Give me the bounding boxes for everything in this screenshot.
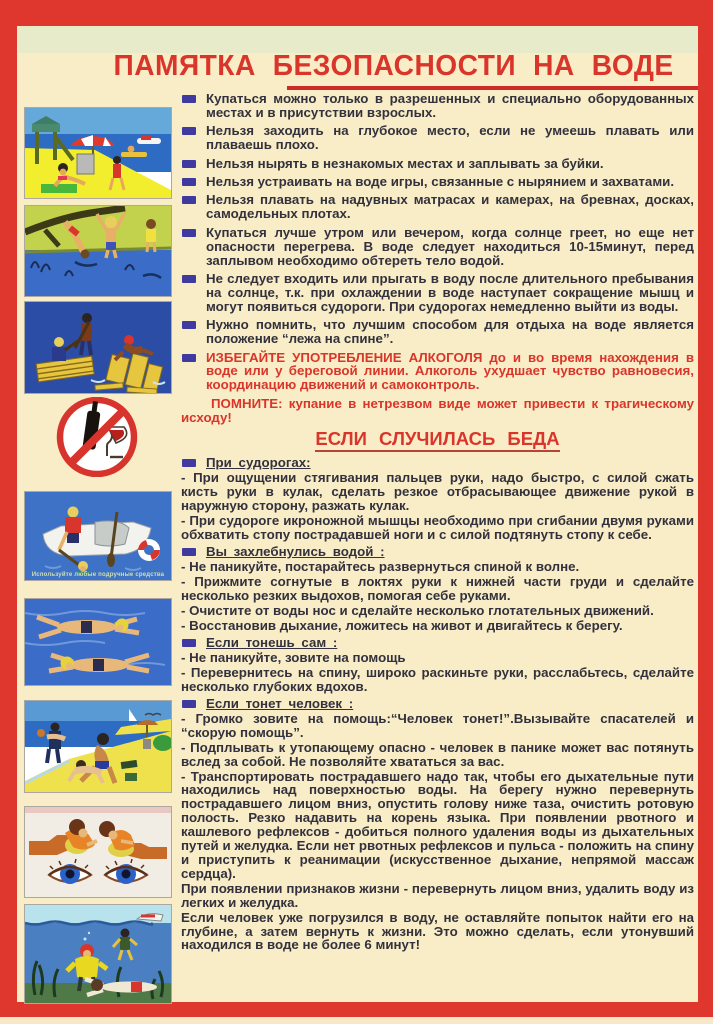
instruction-line: - Не паникуйте, постарайтесь развернуться спиной к волне.: [181, 558, 580, 574]
bullet-square-icon: [182, 639, 196, 647]
rule-item: [181, 226, 694, 268]
rule-text: Нельзя заходить на глубокое место, если не умеешь плавать или плаваешь плохо.: [206, 123, 694, 153]
beach-scene-illustration: [24, 107, 172, 199]
alcohol-warning: [181, 351, 694, 393]
instruction-line: - Восстановив дыхание, ложитесь на живот и двигайтесь к берегу.: [181, 617, 623, 633]
rule-item: [181, 157, 694, 171]
choked-subsection: [181, 545, 694, 632]
page-title: ПАМЯТКА БЕЗОПАСНОСТИ НА ВОДЕ: [113, 50, 674, 82]
rule-text: Купаться можно только в разрешенных и специально оборудованных местах и в присутствии взрослых.: [206, 92, 694, 120]
instruction-line: - Транспортировать пострадавшего надо так, чтобы его дыхательные пути находились над поверхностью воды. На берегу нужно перевернуть пострадавшего лицом вниз, опустить голову ниже таза, очистить ротовую полость. Резко надавить на корень языка. При появлении рвотного и кашлевого рефлексов - добиться полного удаления воды из дыхательных путей и желудка. Если нет рвотных рефлексов и пульса - положить на спину и приступить к реанимации (искусственное дыхание, непрямой массаж сердца).: [181, 768, 694, 881]
rule-item: [181, 193, 694, 221]
instruction-line: При появлении признаков жизни - перевернуть лицом вниз, удалить воду из легких и желудка.: [181, 880, 694, 910]
bullet-square-icon: [182, 160, 196, 168]
alcohol-remember-text: ПОМНИТЕ: купание в нетрезвом виде может привести к трагическому исходу!: [181, 395, 694, 425]
rule-item: [181, 318, 694, 346]
rule-text: Нельзя устраивать на воде игры, связанные с нырянием и захватами.: [206, 174, 675, 190]
homemade-rafts-illustration: [24, 301, 172, 394]
instruction-line: - Не паникуйте, зовите на помощь: [181, 649, 406, 665]
shore-first-aid-illustration: [24, 700, 172, 793]
rule-text: Нельзя нырять в незнакомых местах и заплывать за буйки.: [206, 155, 604, 171]
rule-text: Не следует входить или прыгать в воду после длительного пребывания на солнце, т.к. при охлаждении в воде наступает сокращение мышц и могут появиться судороги. При судорогах немедленно выйти из воды.: [206, 270, 694, 314]
no-alcohol-icon: [24, 397, 170, 477]
bullet-square-icon: [182, 548, 196, 556]
emergency-section-title: ЕСЛИ СЛУЧИЛАСЬ БЕДА: [181, 429, 694, 452]
instruction-line: - Прижмите согнутые в локтях руки к нижней части груди и сделайте несколько резких выдохов, помогая себе руками.: [181, 573, 694, 603]
boat-caption: Используйте любые подручные средства: [31, 572, 165, 578]
alcohol-warning-lead: ИЗБЕГАЙТЕ УПОТРЕБЛЕНИЕ АЛКОГОЛЯ: [206, 349, 483, 365]
instruction-line: - Громко зовите на помощь:“Человек тонет!”.Вызывайте спасателей и “скорую помощь”.: [181, 710, 694, 740]
rule-text: Нельзя плавать на надувных матрасах и камерах, на бревнах, досках, самодельных плотах.: [206, 192, 694, 222]
back-floating-illustration: [24, 598, 172, 686]
bullet-square-icon: [182, 459, 196, 467]
title-underline: [287, 86, 698, 90]
alcohol-warning-text: до и во время нахождения в воде или у береговой линии. Алкоголь ухудшает чувство равновесия, координацию движений и самоконтроль.: [206, 349, 694, 393]
instruction-line: - При ощущении стягивания пальцев руки, надо быстро, с силой сжать кисть руки в кулак, сделать резкое отбрасывающее движение рукой в наружную сторону, разжать кулак.: [181, 469, 694, 513]
resuscitation-eyes-illustration: [24, 806, 172, 898]
scan-artifact-band: [17, 26, 698, 53]
rule-text: Купаться лучше утром или вечером, когда солнце греет, но еще нет опасности перегрева. В воде следует находиться 10-15минут, перед заплывом необходимо обтереть тело водой.: [206, 224, 694, 268]
diving-from-tree-illustration: [24, 205, 172, 297]
rule-item: [181, 272, 694, 314]
drowning-self-subsection: [181, 636, 694, 694]
rule-item: [181, 124, 694, 152]
bullet-square-icon: [182, 321, 196, 329]
instruction-line: - При судороге икроножной мышцы необходимо при сгибании двумя руками обхватить стопу пострадавшей ноги и с силой подтянуть стопу к себе.: [181, 512, 694, 542]
scan-edge-strip: [0, 1017, 713, 1024]
drowning-person-subsection: [181, 697, 694, 952]
bullet-square-icon: [182, 700, 196, 708]
rule-text: Нужно помнить, что лучшим способом для отдыха на воде является положение “лежа на спине”.: [206, 317, 694, 347]
text-column: [181, 92, 694, 1004]
bullet-square-icon: [182, 275, 196, 283]
bullet-square-icon: [182, 178, 196, 186]
cramps-subsection: [181, 456, 694, 541]
subsection-header: При судорогах:: [181, 456, 694, 470]
rule-item: [181, 92, 694, 120]
bullet-square-icon: [182, 127, 196, 135]
boat-rescue-illustration: [24, 491, 172, 581]
bullet-square-icon: [182, 229, 196, 237]
instruction-line: Если человек уже погрузился в воду, не оставляйте попыток найти его на глубине, а затем вернуть к жизни. Это можно сделать, если утонувший находился в воде не более 6 минут!: [181, 909, 694, 953]
underwater-search-illustration: [24, 904, 172, 1004]
subsection-header: Вы захлебнулись водой :: [181, 545, 694, 559]
instruction-line: - Подплывать к утопающему опасно - человек в панике может вас потянуть вслед за собой. Не позволяйте хвататься за вас.: [181, 739, 694, 769]
bullet-square-icon: [182, 95, 196, 103]
instruction-line: - Перевернитесь на спину, широко раскиньте руки, расслабьтесь, сделайте несколько глубоких вдохов.: [181, 664, 694, 694]
subsection-header: Если тонешь сам :: [181, 636, 694, 650]
rule-item: [181, 175, 694, 189]
bullet-square-icon: [182, 196, 196, 204]
subsection-header: Если тонет человек :: [181, 697, 694, 711]
bullet-square-icon: [182, 354, 196, 362]
instruction-line: - Очистите от воды нос и сделайте несколько глотательных движений.: [181, 602, 654, 618]
